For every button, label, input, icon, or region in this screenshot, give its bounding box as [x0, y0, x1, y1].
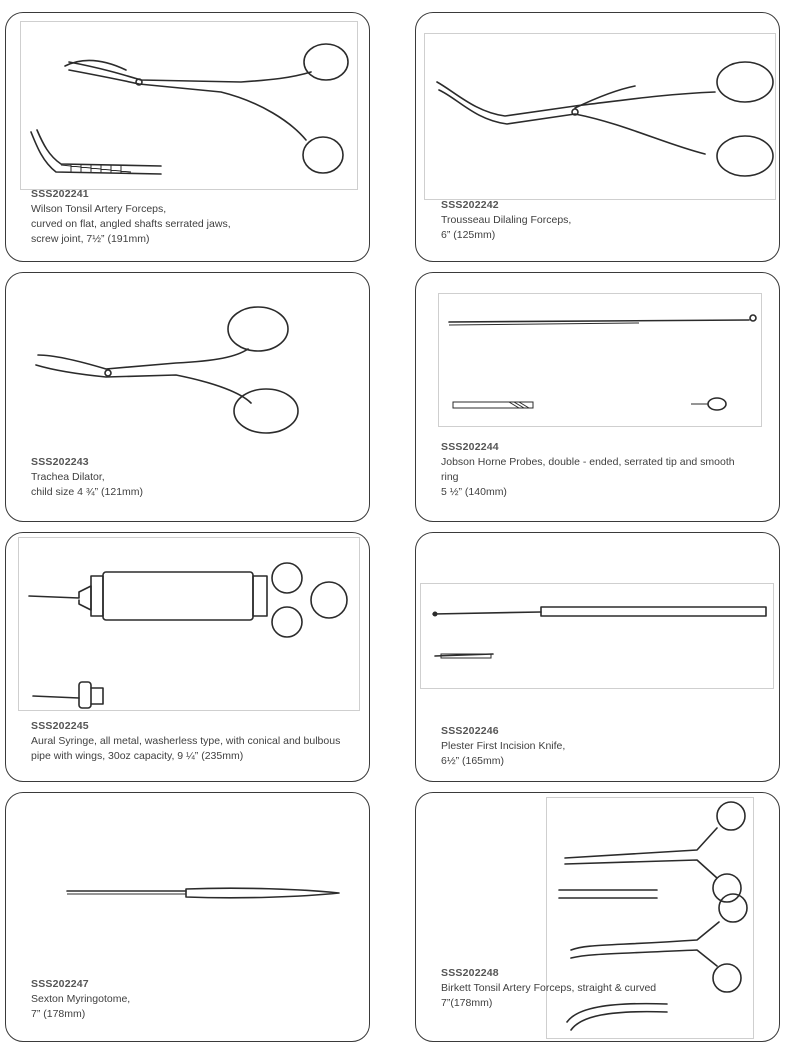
product-description: 6” (125mm) [441, 229, 496, 241]
product-description: 5 ½” (140mm) [441, 486, 507, 498]
product-card [415, 792, 780, 1042]
product-card [415, 532, 780, 782]
dilating-forceps-icon [424, 33, 776, 200]
product-description: Plester First Incision Knife, [441, 740, 566, 752]
product-code: SSS202242 [441, 199, 499, 211]
product-description: ring [441, 471, 459, 483]
product-description: Birkett Tonsil Artery Forceps, straight & curved [441, 982, 657, 994]
product-description: Trousseau Dilaling Forceps, [441, 214, 572, 226]
product-description: Wilson Tonsil Artery Forceps, [31, 203, 167, 215]
myringotome-icon [61, 873, 351, 913]
product-code: SSS202243 [31, 456, 89, 468]
product-code: SSS202246 [441, 725, 499, 737]
product-code: SSS202245 [31, 720, 89, 732]
product-description: curved on flat, angled shafts serrated jaws, [31, 218, 231, 230]
product-description: Jobson Horne Probes, double - ended, serrated tip and smooth [441, 456, 735, 468]
product-card [5, 532, 370, 782]
product-card [415, 12, 780, 262]
product-card [5, 12, 370, 262]
curved-forceps-icon [20, 21, 358, 190]
probe-icon [438, 293, 762, 427]
product-description: 6½” (165mm) [441, 755, 505, 767]
product-code: SSS202241 [31, 188, 89, 200]
product-card [5, 272, 370, 522]
product-description: Aural Syringe, all metal, washerless type, with conical and bulbous [31, 735, 341, 747]
product-code: SSS202247 [31, 978, 89, 990]
product-card [5, 792, 370, 1042]
product-description: pipe with wings, 30oz capacity, 9 ¼” (235mm) [31, 750, 244, 762]
product-description: child size 4 ¾” (121mm) [31, 486, 144, 498]
product-description: Sexton Myringotome, [31, 993, 131, 1005]
product-description: Trachea Dilator, [31, 471, 105, 483]
trachea-dilator-icon [26, 293, 306, 438]
product-description: 7”(178mm) [441, 997, 493, 1009]
product-description: 7” (178mm) [31, 1008, 86, 1020]
product-code: SSS202248 [441, 967, 499, 979]
product-card [415, 272, 780, 522]
knife-icon [420, 583, 774, 689]
product-code: SSS202244 [441, 441, 499, 453]
syringe-icon [18, 537, 360, 711]
product-description: screw joint, 7½” (191mm) [31, 233, 150, 245]
